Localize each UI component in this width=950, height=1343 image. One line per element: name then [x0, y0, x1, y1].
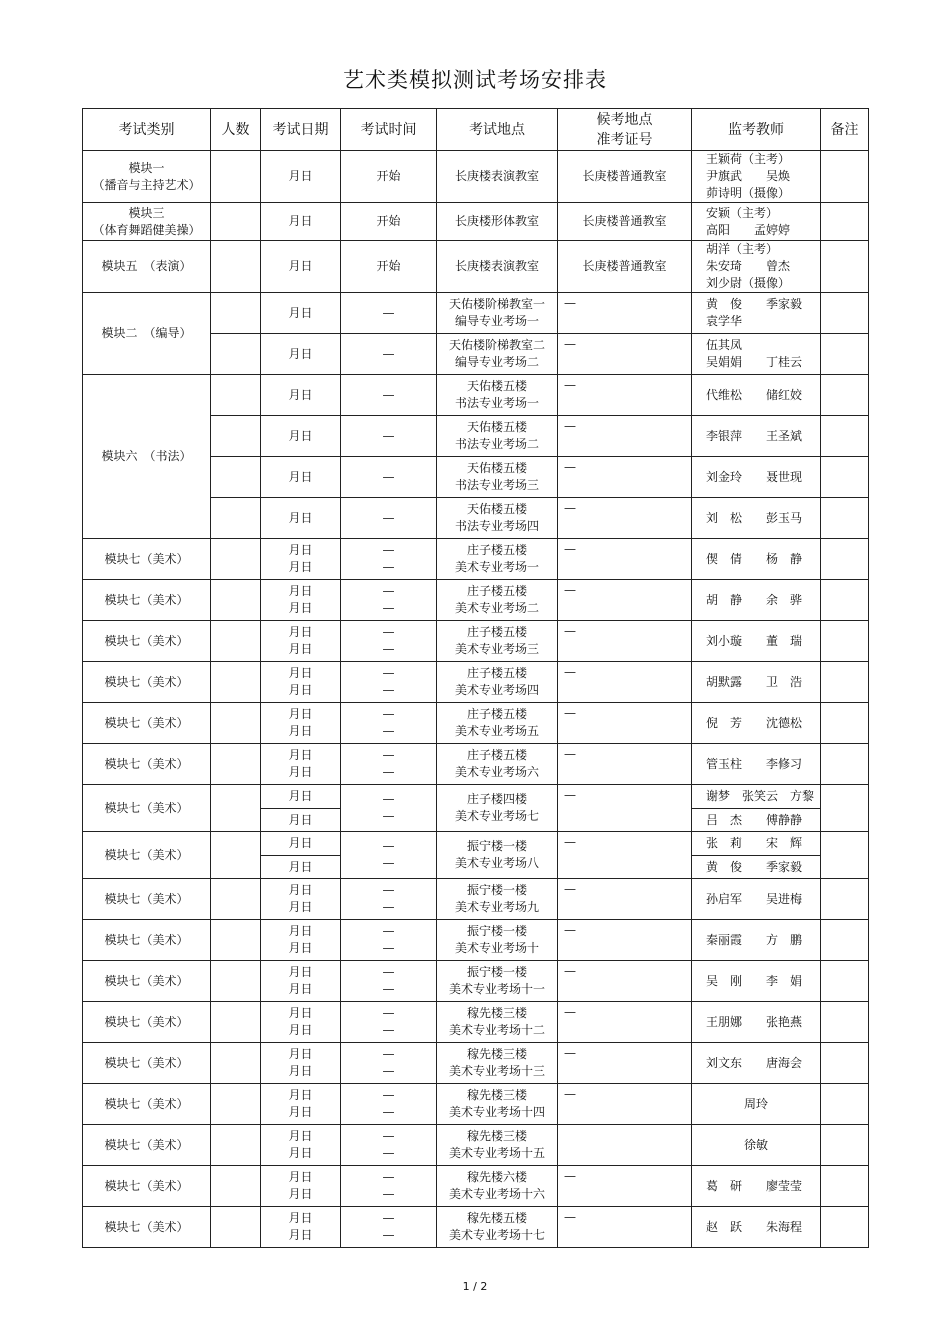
place-cell: 庄子楼五楼 美术专业考场六: [437, 744, 558, 785]
date-cell: 月日: [261, 785, 341, 809]
remark-cell: [821, 703, 869, 744]
proctor-cell: 吕 杰 傅静静: [692, 809, 821, 832]
category-cell: 模块五 （表演）: [83, 241, 211, 293]
date-cell: 月日 月日: [261, 539, 341, 580]
waiting-cell: —: [558, 1043, 692, 1084]
time-cell: —: [341, 457, 437, 498]
time-cell: — —: [341, 1084, 437, 1125]
proctor-cell: 刘金玲 聂世现: [692, 457, 821, 498]
place-cell: 振宁楼一楼 美术专业考场九: [437, 879, 558, 920]
count-cell: [211, 1084, 261, 1125]
place-cell: 天佑楼五楼 书法专业考场四: [437, 498, 558, 539]
proctor-cell: 徐敏: [692, 1125, 821, 1166]
waiting-cell: —: [558, 498, 692, 539]
date-cell: 月日: [261, 457, 341, 498]
count-cell: [211, 580, 261, 621]
time-cell: — —: [341, 539, 437, 580]
time-cell: 开始: [341, 241, 437, 293]
page-title: 艺术类模拟测试考场安排表: [343, 68, 607, 92]
header-proctor: 监考教师: [692, 109, 821, 151]
header-place: 考试地点: [437, 109, 558, 151]
table-row: [83, 241, 869, 293]
remark-cell: [821, 1084, 869, 1125]
category-cell: 模块一 （播音与主持艺术）: [83, 151, 211, 203]
count-cell: [211, 241, 261, 293]
waiting-cell: —: [558, 416, 692, 457]
date-cell: 月日 月日: [261, 1166, 341, 1207]
remark-cell: [821, 621, 869, 662]
count-cell: [211, 416, 261, 457]
place-cell: 稼先楼三楼 美术专业考场十二: [437, 1002, 558, 1043]
place-cell: 长庚楼表演教室: [437, 151, 558, 203]
exam-schedule-table: [82, 108, 869, 1248]
waiting-cell: —: [558, 1002, 692, 1043]
time-cell: —: [341, 293, 437, 334]
place-cell: 天佑楼阶梯教室一 编导专业考场一: [437, 293, 558, 334]
proctor-cell: 安颖（主考） 高阳 孟婷婷: [692, 203, 821, 241]
time-cell: 开始: [341, 203, 437, 241]
count-cell: [211, 621, 261, 662]
date-cell: 月日 月日: [261, 1002, 341, 1043]
proctor-cell: 周玲: [692, 1084, 821, 1125]
header-count: 人数: [211, 109, 261, 151]
time-cell: — —: [341, 703, 437, 744]
count-cell: [211, 703, 261, 744]
waiting-cell: —: [558, 334, 692, 375]
table-row: [83, 203, 869, 241]
count-cell: [211, 744, 261, 785]
waiting-cell: —: [558, 1166, 692, 1207]
proctor-cell: 伍其凤 吴娟娟 丁桂云: [692, 334, 821, 375]
remark-cell: [821, 1166, 869, 1207]
date-cell: 月日 月日: [261, 920, 341, 961]
date-cell: 月日 月日: [261, 879, 341, 920]
header-category: 考试类别: [83, 109, 211, 151]
date-cell: 月日 月日: [261, 1084, 341, 1125]
waiting-cell: —: [558, 580, 692, 621]
remark-cell: [821, 744, 869, 785]
remark-cell: [821, 375, 869, 416]
count-cell: [211, 151, 261, 203]
time-cell: —: [341, 498, 437, 539]
remark-cell: [821, 457, 869, 498]
table-row: [83, 1043, 869, 1084]
count-cell: [211, 1207, 261, 1248]
category-cell: 模块七（美术）: [83, 785, 211, 832]
count-cell: [211, 879, 261, 920]
category-cell: 模块七（美术）: [83, 1166, 211, 1207]
time-cell: — —: [341, 785, 437, 832]
waiting-cell: —: [558, 375, 692, 416]
place-cell: 庄子楼五楼 美术专业考场五: [437, 703, 558, 744]
proctor-cell: 代维松 储红姣: [692, 375, 821, 416]
remark-cell: [821, 1002, 869, 1043]
remark-cell: [821, 879, 869, 920]
remark-cell: [821, 203, 869, 241]
time-cell: — —: [341, 1125, 437, 1166]
remark-cell: [821, 580, 869, 621]
category-cell: 模块七（美术）: [83, 1125, 211, 1166]
table-row: [83, 832, 869, 856]
table-row: [83, 785, 869, 809]
waiting-cell: —: [558, 293, 692, 334]
table-row: [83, 621, 869, 662]
waiting-cell: 长庚楼普通教室: [558, 241, 692, 293]
place-cell: 天佑楼五楼 书法专业考场一: [437, 375, 558, 416]
proctor-cell: 倪 芳 沈德松: [692, 703, 821, 744]
place-cell: 长庚楼表演教室: [437, 241, 558, 293]
table-row: [83, 375, 869, 416]
category-cell: 模块七（美术）: [83, 1207, 211, 1248]
date-cell: 月日: [261, 151, 341, 203]
table-row: [83, 1084, 869, 1125]
count-cell: [211, 293, 261, 334]
time-cell: — —: [341, 1166, 437, 1207]
date-cell: 月日: [261, 203, 341, 241]
category-cell: 模块七（美术）: [83, 703, 211, 744]
category-cell: 模块七（美术）: [83, 1002, 211, 1043]
header-date: 考试日期: [261, 109, 341, 151]
remark-cell: [821, 151, 869, 203]
proctor-cell: 黄 俊 季家毅: [692, 856, 821, 879]
table-row: [83, 1207, 869, 1248]
place-cell: 振宁楼一楼 美术专业考场八: [437, 832, 558, 879]
waiting-cell: —: [558, 744, 692, 785]
category-cell: 模块七（美术）: [83, 920, 211, 961]
table-row: [83, 151, 869, 203]
place-cell: 庄子楼五楼 美术专业考场一: [437, 539, 558, 580]
date-cell: 月日 月日: [261, 662, 341, 703]
header-time: 考试时间: [341, 109, 437, 151]
proctor-cell: 张 莉 宋 辉: [692, 832, 821, 856]
category-cell: 模块七（美术）: [83, 744, 211, 785]
time-cell: — —: [341, 961, 437, 1002]
time-cell: — —: [341, 1002, 437, 1043]
count-cell: [211, 203, 261, 241]
date-cell: 月日: [261, 498, 341, 539]
remark-cell: [821, 416, 869, 457]
count-cell: [211, 498, 261, 539]
waiting-cell: —: [558, 703, 692, 744]
category-cell: 模块三 （体育舞蹈健美操）: [83, 203, 211, 241]
place-cell: 庄子楼五楼 美术专业考场三: [437, 621, 558, 662]
remark-cell: [821, 961, 869, 1002]
date-cell: 月日: [261, 832, 341, 856]
proctor-cell: 刘小璇 董 瑞: [692, 621, 821, 662]
time-cell: — —: [341, 879, 437, 920]
table-body: [83, 151, 869, 1248]
place-cell: 稼先楼三楼 美术专业考场十四: [437, 1084, 558, 1125]
waiting-cell: —: [558, 961, 692, 1002]
time-cell: — —: [341, 744, 437, 785]
proctor-cell: 黄 俊 季家毅 袁学华: [692, 293, 821, 334]
proctor-cell: 胡 静 余 骅: [692, 580, 821, 621]
date-cell: 月日 月日: [261, 744, 341, 785]
remark-cell: [821, 334, 869, 375]
place-cell: 长庚楼形体教室: [437, 203, 558, 241]
proctor-cell: 谢梦 张笑云 方黎: [692, 785, 821, 809]
proctor-cell: 李银萍 王圣斌: [692, 416, 821, 457]
remark-cell: [821, 539, 869, 580]
proctor-cell: 孙启军 吴进梅: [692, 879, 821, 920]
category-cell: 模块七（美术）: [83, 662, 211, 703]
table-row: [83, 920, 869, 961]
date-cell: 月日 月日: [261, 621, 341, 662]
date-cell: 月日: [261, 334, 341, 375]
waiting-cell: [558, 1125, 692, 1166]
remark-cell: [821, 1043, 869, 1084]
count-cell: [211, 832, 261, 879]
table-row: [83, 961, 869, 1002]
count-cell: [211, 1125, 261, 1166]
date-cell: 月日: [261, 856, 341, 879]
count-cell: [211, 457, 261, 498]
time-cell: —: [341, 375, 437, 416]
count-cell: [211, 920, 261, 961]
remark-cell: [821, 920, 869, 961]
page-number: 1 / 2: [462, 1280, 488, 1293]
count-cell: [211, 334, 261, 375]
category-cell: 模块七（美术）: [83, 539, 211, 580]
remark-cell: [821, 293, 869, 334]
date-cell: 月日: [261, 375, 341, 416]
place-cell: 庄子楼五楼 美术专业考场二: [437, 580, 558, 621]
date-cell: 月日: [261, 809, 341, 832]
time-cell: 开始: [341, 151, 437, 203]
category-cell: 模块七（美术）: [83, 832, 211, 879]
proctor-cell: 王朋娜 张艳燕: [692, 1002, 821, 1043]
proctor-cell: 王颖荷（主考） 尹旗武 吴焕 茆诗明（摄像）: [692, 151, 821, 203]
table-row: [83, 662, 869, 703]
category-cell: 模块七（美术）: [83, 879, 211, 920]
proctor-cell: 葛 研 廖莹莹: [692, 1166, 821, 1207]
remark-cell: [821, 662, 869, 703]
remark-cell: [821, 832, 869, 879]
time-cell: — —: [341, 832, 437, 879]
place-cell: 振宁楼一楼 美术专业考场十一: [437, 961, 558, 1002]
date-cell: 月日 月日: [261, 580, 341, 621]
proctor-cell: 吴 刚 李 娟: [692, 961, 821, 1002]
waiting-cell: 长庚楼普通教室: [558, 203, 692, 241]
table-row: [83, 1166, 869, 1207]
place-cell: 稼先楼六楼 美术专业考场十六: [437, 1166, 558, 1207]
category-cell: 模块七（美术）: [83, 580, 211, 621]
proctor-cell: 刘文东 唐海会: [692, 1043, 821, 1084]
waiting-cell: 长庚楼普通教室: [558, 151, 692, 203]
date-cell: 月日 月日: [261, 1125, 341, 1166]
category-cell: 模块七（美术）: [83, 961, 211, 1002]
table-row: [83, 293, 869, 334]
count-cell: [211, 375, 261, 416]
place-cell: 天佑楼五楼 书法专业考场三: [437, 457, 558, 498]
place-cell: 庄子楼五楼 美术专业考场四: [437, 662, 558, 703]
place-cell: 庄子楼四楼 美术专业考场七: [437, 785, 558, 832]
count-cell: [211, 539, 261, 580]
count-cell: [211, 1002, 261, 1043]
remark-cell: [821, 241, 869, 293]
time-cell: —: [341, 416, 437, 457]
count-cell: [211, 662, 261, 703]
table-row: [83, 580, 869, 621]
category-cell: 模块六 （书法）: [83, 375, 211, 539]
place-cell: 振宁楼一楼 美术专业考场十: [437, 920, 558, 961]
remark-cell: [821, 498, 869, 539]
waiting-cell: —: [558, 920, 692, 961]
waiting-cell: —: [558, 1084, 692, 1125]
date-cell: 月日 月日: [261, 1043, 341, 1084]
waiting-cell: —: [558, 879, 692, 920]
proctor-cell: 管玉柱 李修习: [692, 744, 821, 785]
place-cell: 天佑楼阶梯教室二 编导专业考场二: [437, 334, 558, 375]
date-cell: 月日: [261, 416, 341, 457]
time-cell: — —: [341, 621, 437, 662]
date-cell: 月日: [261, 241, 341, 293]
table-row: [83, 744, 869, 785]
proctor-cell: 胡洋（主考） 朱安琦 曾杰 刘少尉（摄像）: [692, 241, 821, 293]
date-cell: 月日 月日: [261, 703, 341, 744]
time-cell: — —: [341, 1207, 437, 1248]
waiting-cell: —: [558, 832, 692, 879]
count-cell: [211, 1043, 261, 1084]
table-header-row: [83, 109, 869, 151]
time-cell: —: [341, 334, 437, 375]
place-cell: 稼先楼三楼 美术专业考场十三: [437, 1043, 558, 1084]
proctor-cell: 刘 松 彭玉马: [692, 498, 821, 539]
time-cell: — —: [341, 580, 437, 621]
waiting-cell: —: [558, 662, 692, 703]
waiting-cell: —: [558, 1207, 692, 1248]
category-cell: 模块二 （编导）: [83, 293, 211, 375]
category-cell: 模块七（美术）: [83, 1084, 211, 1125]
waiting-cell: —: [558, 457, 692, 498]
waiting-cell: —: [558, 785, 692, 832]
proctor-cell: 胡默露 卫 浩: [692, 662, 821, 703]
date-cell: 月日 月日: [261, 1207, 341, 1248]
proctor-cell: 偰 倩 杨 静: [692, 539, 821, 580]
table-row: [83, 539, 869, 580]
time-cell: — —: [341, 662, 437, 703]
proctor-cell: 赵 跃 朱海程: [692, 1207, 821, 1248]
table-row: [83, 703, 869, 744]
table-row: [83, 1125, 869, 1166]
header-waiting-place: 候考地点 准考证号: [558, 109, 692, 151]
count-cell: [211, 785, 261, 832]
table-row: [83, 1002, 869, 1043]
category-cell: 模块七（美术）: [83, 1043, 211, 1084]
header-remark: 备注: [821, 109, 869, 151]
waiting-cell: —: [558, 621, 692, 662]
time-cell: — —: [341, 920, 437, 961]
count-cell: [211, 1166, 261, 1207]
place-cell: 天佑楼五楼 书法专业考场二: [437, 416, 558, 457]
table-row: [83, 879, 869, 920]
remark-cell: [821, 1125, 869, 1166]
time-cell: — —: [341, 1043, 437, 1084]
category-cell: 模块七（美术）: [83, 621, 211, 662]
remark-cell: [821, 1207, 869, 1248]
date-cell: 月日 月日: [261, 961, 341, 1002]
waiting-cell: —: [558, 539, 692, 580]
date-cell: 月日: [261, 293, 341, 334]
proctor-cell: 秦丽霞 方 鹏: [692, 920, 821, 961]
count-cell: [211, 961, 261, 1002]
remark-cell: [821, 785, 869, 832]
place-cell: 稼先楼三楼 美术专业考场十五: [437, 1125, 558, 1166]
place-cell: 稼先楼五楼 美术专业考场十七: [437, 1207, 558, 1248]
